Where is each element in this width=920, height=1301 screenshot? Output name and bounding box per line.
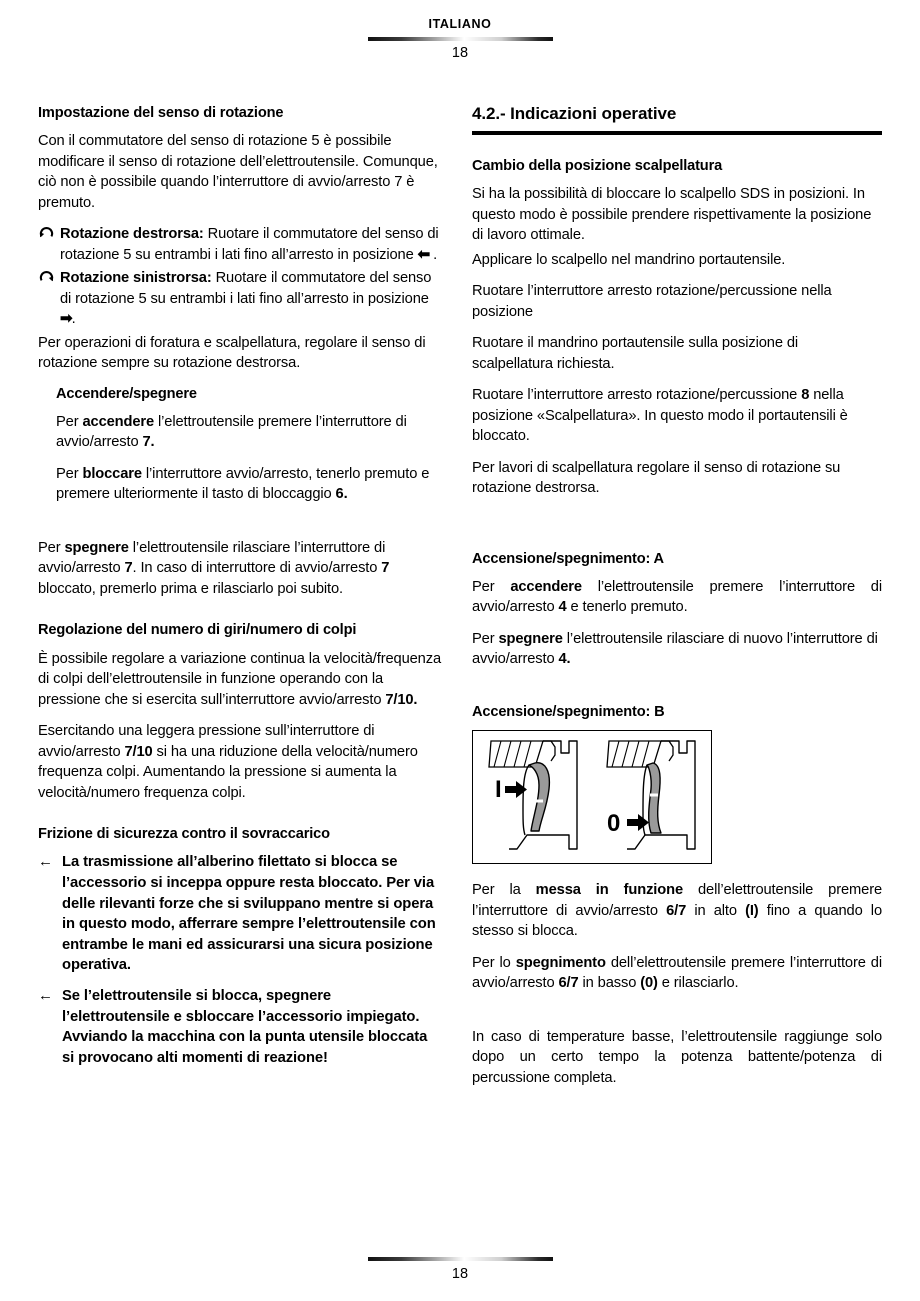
- power-p1-ref: 7.: [142, 434, 155, 451]
- switch-b-p1-bold: messa in funzione: [535, 882, 684, 899]
- power-p1-post: l’elettroutensile premere l’interruttore di avvio/arresto: [56, 413, 407, 451]
- power-p3-mid: . In caso di interruttore di avvio/arresto: [132, 560, 382, 577]
- paragraph-power-on: [56, 412, 442, 453]
- switch-a-p2-bold: spegnere: [498, 630, 563, 647]
- switch-b-p2-state: (0): [640, 975, 658, 992]
- right-column: [472, 104, 882, 1099]
- heading-chisel-position: Cambio della posizione scalpellatura: [472, 157, 723, 174]
- warning-item: [38, 986, 442, 1068]
- section-rule: [472, 131, 882, 135]
- speed-p2-post: si ha una riduzione della velocità/numero frequenza colpi. Aumentando la pressione si aumenta la velocità/numero frequenza colpi.: [38, 743, 418, 801]
- switch-positions-diagram: [472, 730, 712, 864]
- switch-b-p1-mid2: in alto: [686, 902, 746, 919]
- heading-power-onoff: Accendere/spegnere: [56, 385, 197, 402]
- diagram-panel-off: [607, 741, 695, 849]
- spacer: [472, 681, 882, 703]
- power-p2-post: l’interruttore avvio/arresto, tenerlo premuto e premere ulteriormente il tasto di bloccaggio: [56, 465, 430, 503]
- power-p3-ref1: 7: [124, 560, 133, 577]
- switch-b-p1-mid: dell’elettroutensile premere l’interruttore di avvio/arresto: [472, 882, 883, 919]
- paragraph-switch-b-on: [472, 880, 882, 942]
- switch-a-p2-ref: 4.: [558, 651, 571, 668]
- warning-item: [38, 852, 442, 976]
- arrow-left-icon: ⬅: [417, 245, 430, 263]
- arrow-left-bullet-icon: ←: [38, 853, 53, 871]
- footer-page-number: 18: [451, 1266, 469, 1283]
- rotation-ccw-tail: .: [71, 311, 76, 328]
- switch-a-p1-end: e tenerlo premuto.: [566, 599, 688, 616]
- heading-switch-a: Accensione/spegnimento: A: [472, 550, 664, 567]
- switch-a-p1-ref: 4: [558, 599, 567, 616]
- switch-b-p1-end: fino a quando lo stesso si blocca.: [472, 902, 882, 940]
- heading-rotation-direction: Impostazione del senso di rotazione: [38, 105, 284, 121]
- paragraph-low-temperature: In caso di temperature basse, l’elettroutensile raggiunge solo dopo un certo tempo la potenza battente/potenza di percussione completa.: [472, 1028, 882, 1086]
- switch-a-p2-pre: Per: [472, 630, 499, 647]
- power-p3-end: bloccato, premerlo prima e rilasciarlo poi subito.: [38, 580, 344, 597]
- page-columns: [0, 104, 920, 1099]
- footer-rule: [368, 1257, 553, 1261]
- rotation-ccw-icon: [38, 268, 60, 330]
- speed-p2-ref: 7/10: [124, 743, 153, 760]
- power-p3-ref2: 7: [381, 560, 390, 577]
- power-p3-post: l’elettroutensile rilasciare l’interruttore di avvio/arresto: [38, 539, 386, 577]
- page-footer: [0, 1252, 920, 1283]
- spacer: [472, 1005, 882, 1027]
- power-p2-ref: 6.: [335, 486, 348, 503]
- header-page-number: 18: [451, 44, 469, 61]
- paragraph-chisel-1: Si ha la possibilità di bloccare lo scalpello SDS in posizioni. In questo modo è possibile prendere rispettivamente la posizione di lavoro ottimale.: [472, 186, 872, 244]
- heading-safety-clutch: Frizione di sicurezza contro il sovraccarico: [38, 826, 330, 843]
- switch-a-p1-bold: accendere: [510, 578, 582, 595]
- page-title: 4.2.- Indicazioni operative: [472, 104, 677, 123]
- warning-text: Se l’elettroutensile si blocca, spegnere l’elettroutensile e sbloccare l’accessorio impiegato. Avviando la macchina con la punta utensile bloccata si provocano alti momenti di reazione!: [62, 988, 428, 1066]
- rotation-item-counterclockwise: [38, 268, 442, 330]
- switch-a-p2-post: l’elettroutensile rilasciare di nuovo l’interruttore di avvio/arresto: [472, 630, 878, 668]
- heading-speed-regulation: Regolazione del numero di giri/numero di colpi: [38, 622, 357, 639]
- paragraph-power-lock: [56, 464, 442, 505]
- power-p1-pre: Per: [56, 413, 83, 430]
- rotation-cw-label: Rotazione destrorsa:: [60, 226, 204, 243]
- power-p1-bold: accendere: [82, 413, 155, 430]
- arrow-right-icon: ➡: [60, 310, 72, 328]
- power-p3-pre: Per: [38, 539, 65, 556]
- spacer: [472, 510, 882, 550]
- arrow-left-bullet-icon: ←: [38, 987, 53, 1004]
- switch-b-p2-ref: 6/7: [558, 975, 579, 992]
- paragraph-switch-b-off: [472, 953, 882, 994]
- switch-b-p1-state: (I): [745, 902, 759, 919]
- rotation-cw-icon: [38, 224, 60, 265]
- page-header: [0, 18, 920, 62]
- rotation-ccw-text: Ruotare il commutatore del senso di rotazione 5 su entrambi i lati fino all’arresto in posizione: [60, 270, 432, 307]
- switch-b-p2-mid: dell’elettroutensile premere l’interruttore di avvio/arresto: [472, 954, 882, 992]
- paragraph-switch-a-off: [472, 629, 882, 670]
- switch-b-p1-pre: Per la: [472, 882, 536, 899]
- diagram-label-off: 0: [607, 810, 621, 838]
- paragraph-chisel-2: Applicare lo scalpello nel mandrino portautensile.: [472, 251, 786, 268]
- paragraph-chisel-5: [472, 385, 882, 447]
- header-language-label: ITALIANO: [428, 17, 492, 31]
- switch-b-p2-end: e rilasciarlo.: [657, 975, 739, 992]
- diagram-panel-on: [489, 741, 577, 849]
- rotation-cw-tail: .: [429, 246, 438, 263]
- switch-b-p2-bold: spegnimento: [515, 954, 606, 971]
- speed-p1-ref: 7/10.: [385, 691, 418, 708]
- rotation-ccw-label: Rotazione sinistrorsa:: [60, 270, 212, 287]
- arrow-right-icon-off: [627, 814, 649, 831]
- heading-switch-b: Accensione/spegnimento: B: [472, 703, 665, 720]
- paragraph-power-off: [38, 538, 442, 600]
- paragraph-speed-2: [38, 721, 442, 803]
- switch-b-p1-ref: 6/7: [666, 902, 687, 919]
- warning-text: La trasmissione all’alberino filettato si blocca se l’accessorio si inceppa oppure resta bloccato. Per via delle rilevanti forze che si sviluppano mentre si opera in questo modo, afferrare sempre l’elettroutensile con entrambe le mani ed assicurarsi una sicura posizione operativa.: [62, 854, 436, 974]
- switch-b-p2-mid2: in basso: [578, 975, 641, 992]
- paragraph-chisel-3: Ruotare l’interruttore arresto rotazione/percussione nella posizione: [472, 283, 832, 320]
- switch-a-p1-pre: Per: [472, 578, 511, 595]
- power-p2-pre: Per: [56, 465, 83, 482]
- speed-p2-pre: Esercitando una leggera pressione sull’interruttore di avvio/arresto: [38, 723, 375, 760]
- switch-a-p1-post: l’elettroutensile premere l’interruttore di avvio/arresto: [472, 578, 882, 616]
- paragraph-speed-1: [38, 649, 442, 711]
- paragraph-chisel-4: Ruotare il mandrino portautensile sulla posizione di scalpellatura richiesta.: [472, 335, 799, 372]
- paragraph-after-rotation: Per operazioni di foratura e scalpellatura, regolare il senso di rotazione sempre su rotazione destrorsa.: [38, 334, 426, 372]
- rotation-item-clockwise: [38, 224, 442, 265]
- speed-p1-pre: È possibile regolare a variazione continua la velocità/frequenza di colpi dell’elettroutensile in funzione operando con la pressione che si esercita sull’interruttore avvio/arresto: [38, 650, 442, 708]
- rotation-cw-text: Ruotare il commutatore del senso di rotazione 5 su entrambi i lati fino all’arresto in posizione: [60, 226, 439, 263]
- power-p3-bold: spegnere: [64, 539, 129, 556]
- switch-b-p2-pre: Per lo: [472, 954, 516, 971]
- left-column: [38, 104, 442, 1099]
- diagram-label-on: I: [495, 776, 502, 804]
- chisel-p5-post: nella posizione «Scalpellatura». In questo modo il portautensili è bloccato.: [472, 387, 848, 445]
- spacer: [38, 516, 442, 538]
- header-rule: [368, 37, 553, 41]
- paragraph-rotation-intro: Con il commutatore del senso di rotazione 5 è possibile modificare il senso di rotazione dell’elettroutensile. Comunque, ciò non è possibile quando l’interruttore di avvio/arresto 7 è premuto.: [38, 133, 438, 211]
- power-p2-bold: bloccare: [82, 465, 142, 482]
- chisel-p5-ref: 8: [801, 387, 810, 404]
- chisel-p5-pre: Ruotare l’interruttore arresto rotazione/percussione: [472, 387, 802, 404]
- paragraph-chisel-6: Per lavori di scalpellatura regolare il senso di rotazione su rotazione destrorsa.: [472, 459, 841, 497]
- paragraph-switch-a-on: [472, 577, 882, 618]
